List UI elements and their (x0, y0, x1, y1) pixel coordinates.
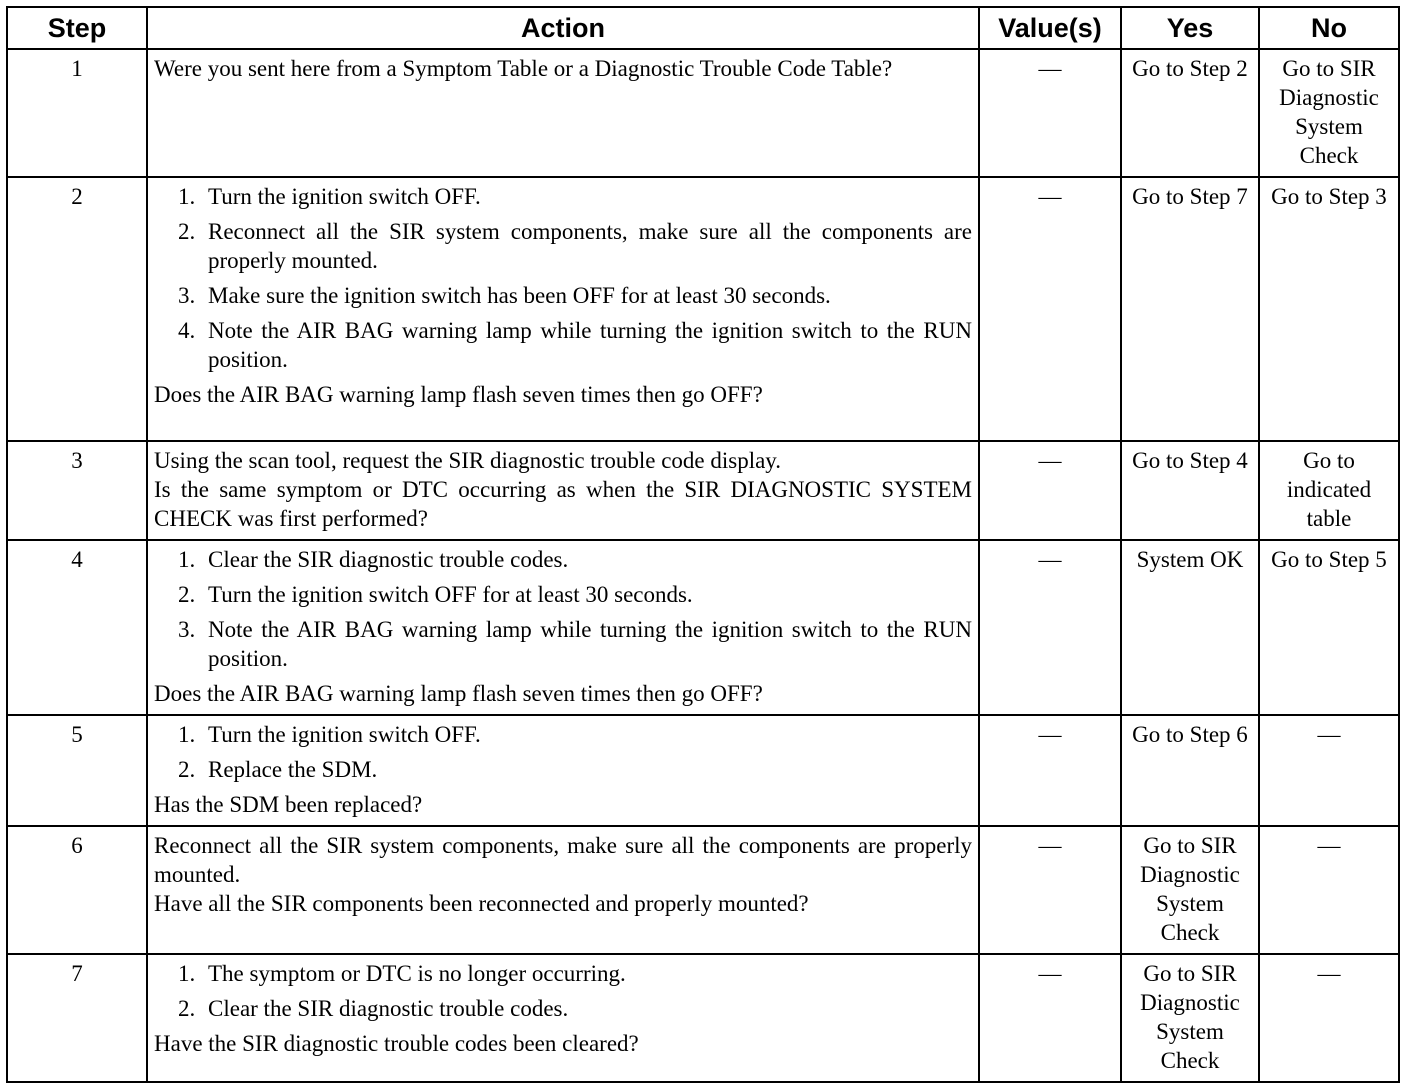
diagnostic-table (6, 6, 1400, 1083)
no-cell: — (1259, 954, 1399, 1082)
action-steps (154, 720, 972, 784)
action-step-item: 3. Make sure the ignition switch has been OFF for at least 30 seconds. (178, 283, 831, 308)
header-row (7, 7, 1399, 49)
step-number: 3 (7, 441, 147, 540)
table-row (7, 177, 1399, 441)
yes-cell: Go to Step 4 (1121, 441, 1259, 540)
action-cell (147, 715, 979, 826)
step-number: 4 (7, 540, 147, 715)
action-cell (147, 540, 979, 715)
yes-cell: Go to Step 6 (1121, 715, 1259, 826)
action-steps (154, 182, 972, 374)
header-values: Value(s) (979, 7, 1121, 49)
table-row (7, 441, 1399, 540)
header-no: No (1259, 7, 1399, 49)
no-cell: Go to SIR Diagnostic System Check (1259, 49, 1399, 177)
action-question: Have all the SIR components been reconnected and properly mounted? (154, 891, 809, 916)
action-step-item: 1. Turn the ignition switch OFF. (178, 722, 481, 747)
action-question: Does the AIR BAG warning lamp flash seven times then go OFF? (154, 681, 763, 706)
action-step-item: 1. The symptom or DTC is no longer occurring. (178, 961, 626, 986)
action-cell (147, 177, 979, 441)
step-number: 6 (7, 826, 147, 954)
table-row (7, 826, 1399, 954)
table-row (7, 954, 1399, 1082)
no-cell: Go to indicated table (1259, 441, 1399, 540)
value-cell: — (979, 954, 1121, 1082)
action-step-item: 1. Clear the SIR diagnostic trouble codes. (178, 547, 569, 572)
table-row (7, 540, 1399, 715)
value-cell: — (979, 826, 1121, 954)
action-question: Has the SDM been replaced? (154, 792, 423, 817)
action-step-item: 2. Reconnect all the SIR system components, make sure all the components are properly mounted. (178, 219, 972, 273)
action-step-item: 1. Turn the ignition switch OFF. (178, 184, 481, 209)
action-question: Does the AIR BAG warning lamp flash seven times then go OFF? (154, 382, 763, 407)
action-step-item: 3. Note the AIR BAG warning lamp while turning the ignition switch to the RUN position. (178, 617, 972, 671)
action-text: Were you sent here from a Symptom Table or a Diagnostic Trouble Code Table? (154, 56, 893, 81)
value-cell: — (979, 540, 1121, 715)
action-cell (147, 954, 979, 1082)
no-cell: — (1259, 826, 1399, 954)
value-cell: — (979, 49, 1121, 177)
action-text: Reconnect all the SIR system components, make sure all the components are properly mounted. (154, 833, 972, 887)
action-cell (147, 49, 979, 177)
no-cell: Go to Step 5 (1259, 540, 1399, 715)
header-yes: Yes (1121, 7, 1259, 49)
yes-cell: Go to Step 7 (1121, 177, 1259, 441)
step-number: 2 (7, 177, 147, 441)
no-cell: — (1259, 715, 1399, 826)
yes-cell: Go to SIR Diagnostic System Check (1121, 826, 1259, 954)
action-step-item: 4. Note the AIR BAG warning lamp while turning the ignition switch to the RUN position. (178, 318, 972, 372)
table-row (7, 715, 1399, 826)
action-cell (147, 441, 979, 540)
header-action: Action (147, 7, 979, 49)
yes-cell: System OK (1121, 540, 1259, 715)
action-step-item: 2. Turn the ignition switch OFF for at least 30 seconds. (178, 582, 693, 607)
step-number: 5 (7, 715, 147, 826)
header-step: Step (7, 7, 147, 49)
no-cell: Go to Step 3 (1259, 177, 1399, 441)
step-number: 7 (7, 954, 147, 1082)
value-cell: — (979, 715, 1121, 826)
action-steps (154, 545, 972, 673)
action-text: Using the scan tool, request the SIR diagnostic trouble code display. (154, 448, 782, 473)
diagnostic-table-sheet (6, 6, 1398, 1083)
action-cell (147, 826, 979, 954)
action-question: Have the SIR diagnostic trouble codes been cleared? (154, 1031, 639, 1056)
step-number: 1 (7, 49, 147, 177)
yes-cell: Go to Step 2 (1121, 49, 1259, 177)
action-step-item: 2. Replace the SDM. (178, 757, 378, 782)
action-steps (154, 959, 972, 1023)
value-cell: — (979, 177, 1121, 441)
table-row (7, 49, 1399, 177)
value-cell: — (979, 441, 1121, 540)
action-step-item: 2. Clear the SIR diagnostic trouble codes. (178, 996, 569, 1021)
action-question: Is the same symptom or DTC occurring as when the SIR DIAGNOSTIC SYSTEM CHECK was first performed? (154, 477, 972, 531)
yes-cell: Go to SIR Diagnostic System Check (1121, 954, 1259, 1082)
